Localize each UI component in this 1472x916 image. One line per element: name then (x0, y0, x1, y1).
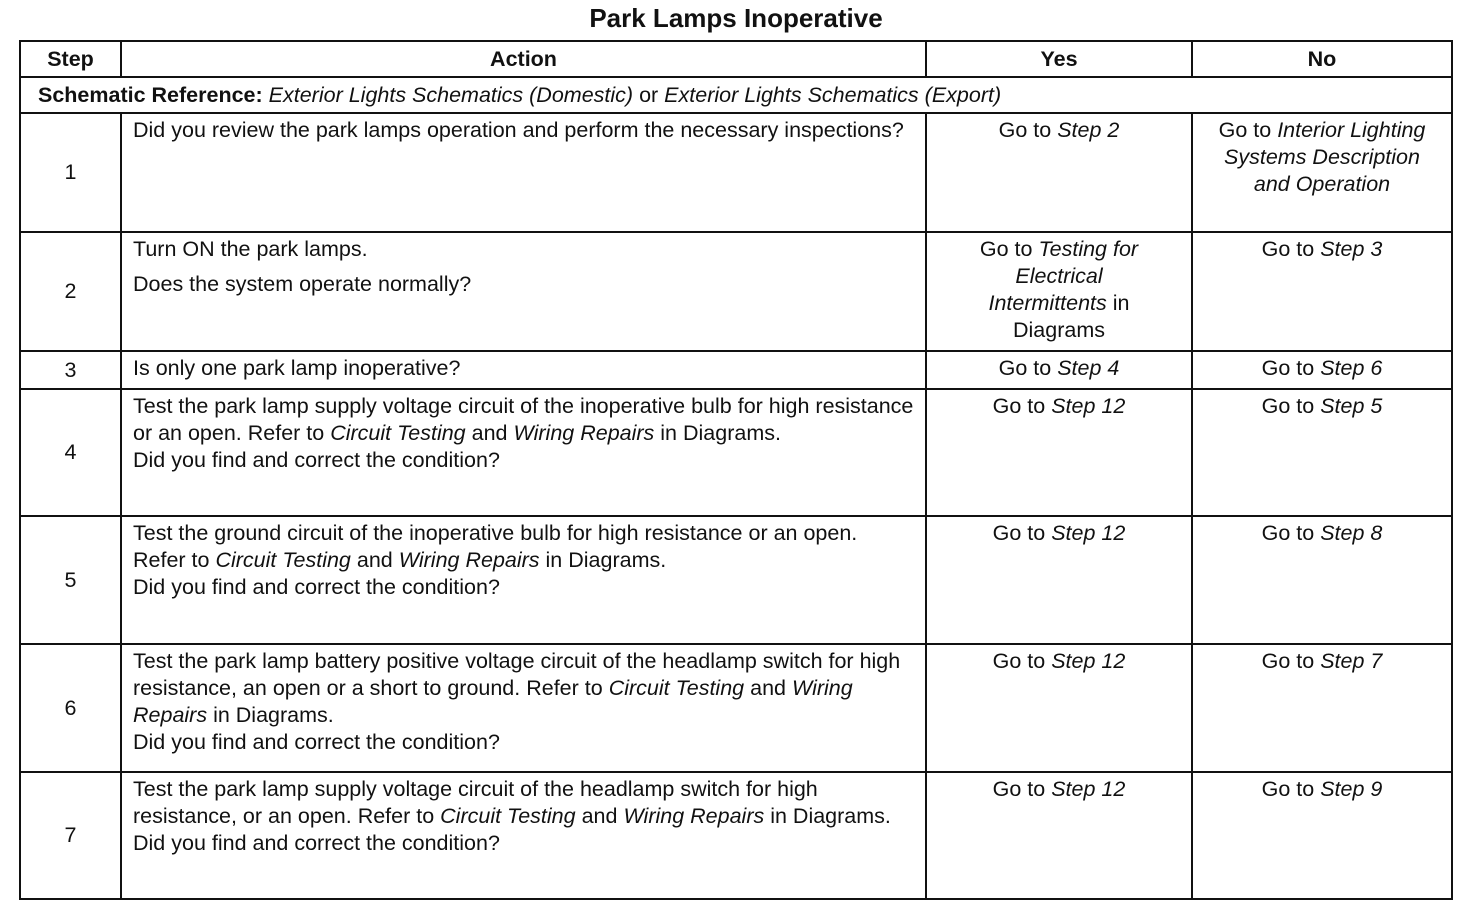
page-title: Park Lamps Inoperative (589, 3, 883, 33)
step-number: 3 (20, 351, 121, 389)
action-instruction: Test the ground circuit of the inoperative bulb for high resistance or an open. Refer to Circuit Testing and Wiring Repairs in Diagrams. (133, 521, 858, 572)
action-cell (121, 351, 926, 389)
header-yes: Yes (926, 41, 1192, 77)
action-question: Does the system operate normally? (133, 272, 472, 296)
action-question: Is only one park lamp inoperative? (133, 356, 461, 380)
header-no: No (1192, 41, 1452, 77)
schematic-reference (20, 77, 1452, 113)
action-instruction: Test the park lamp battery positive voltage circuit of the headlamp switch for high resistance, an open or a short to ground. Refer to Circuit Testing and Wiring Repairs in Diagrams. (133, 649, 901, 727)
no-prefix: Go to (1261, 777, 1315, 801)
yes-prefix: Go to (979, 237, 1033, 261)
action-question: Did you review the park lamps operation and perform the necessary inspections? (133, 118, 904, 142)
yes-cell (926, 113, 1192, 232)
schematic-link-domestic[interactable]: Exterior Lights Schematics (Domestic) (268, 82, 634, 107)
schematic-reference-row (20, 77, 1452, 113)
action-question: Did you find and correct the condition? (133, 730, 500, 754)
header-row (20, 41, 1452, 77)
step-number: 2 (20, 232, 121, 351)
no-cell (1192, 516, 1452, 644)
schematic-link-export[interactable]: Exterior Lights Schematics (Export) (664, 82, 1002, 107)
action-instruction: Test the park lamp supply voltage circuit of the headlamp switch for high resistance, or an open. Refer to Circuit Testing and Wiring Repairs in Diagrams. (133, 777, 891, 828)
yes-link-step-12[interactable]: Step 12 (1051, 521, 1126, 545)
step-number: 1 (20, 113, 121, 232)
step-number: 4 (20, 389, 121, 516)
yes-prefix: Go to (992, 777, 1046, 801)
table-row (20, 644, 1452, 772)
step-number: 7 (20, 772, 121, 899)
link-circuit-testing[interactable]: Circuit Testing (215, 548, 351, 572)
link-wiring-repairs[interactable]: Wiring Repairs (513, 421, 655, 445)
action-cell (121, 772, 926, 899)
no-cell (1192, 644, 1452, 772)
header-step: Step (20, 41, 121, 77)
table-row (20, 113, 1452, 232)
table-row (20, 389, 1452, 516)
yes-link-step-12[interactable]: Step 12 (1051, 649, 1126, 673)
no-link-step-6[interactable]: Step 6 (1320, 356, 1383, 380)
no-cell (1192, 772, 1452, 899)
header-action: Action (121, 41, 926, 77)
yes-cell (926, 351, 1192, 389)
yes-link-testing-intermittents[interactable]: Testing for Electrical Intermittents (988, 237, 1139, 315)
no-prefix: Go to (1261, 356, 1315, 380)
no-cell (1192, 232, 1452, 351)
no-link-step-9[interactable]: Step 9 (1320, 777, 1383, 801)
no-prefix: Go to (1261, 394, 1315, 418)
no-link-step-8[interactable]: Step 8 (1320, 521, 1383, 545)
no-cell (1192, 389, 1452, 516)
yes-cell (926, 516, 1192, 644)
no-link-step-7[interactable]: Step 7 (1320, 649, 1383, 673)
table-row (20, 516, 1452, 644)
diagnostic-table (19, 40, 1453, 900)
no-prefix: Go to (1261, 521, 1315, 545)
yes-prefix: Go to (992, 521, 1046, 545)
action-instruction: Test the park lamp supply voltage circuit of the inoperative bulb for high resistance or an open. Refer to Circuit Testing and Wiring Repairs in Diagrams. (133, 394, 914, 445)
action-instruction: Turn ON the park lamps. (133, 237, 368, 261)
no-link-step-3[interactable]: Step 3 (1320, 237, 1383, 261)
link-wiring-repairs[interactable]: Wiring Repairs (133, 676, 853, 727)
action-cell (121, 644, 926, 772)
action-question: Did you find and correct the condition? (133, 575, 500, 599)
yes-link-step-12[interactable]: Step 12 (1051, 777, 1126, 801)
no-prefix: Go to (1218, 118, 1272, 142)
yes-prefix: Go to (992, 649, 1046, 673)
table-row (20, 351, 1452, 389)
yes-prefix: Go to (998, 356, 1052, 380)
action-cell (121, 113, 926, 232)
action-cell (121, 389, 926, 516)
table-row (20, 772, 1452, 899)
link-wiring-repairs[interactable]: Wiring Repairs (623, 804, 765, 828)
action-cell (121, 516, 926, 644)
yes-cell (926, 644, 1192, 772)
schematic-reference-label: Schematic Reference: (38, 82, 263, 107)
step-number: 6 (20, 644, 121, 772)
link-circuit-testing[interactable]: Circuit Testing (440, 804, 576, 828)
yes-suffix: in Diagrams (1013, 291, 1130, 342)
table-row (20, 232, 1452, 351)
yes-prefix: Go to (992, 394, 1046, 418)
action-question: Did you find and correct the condition? (133, 448, 500, 472)
yes-cell (926, 772, 1192, 899)
no-link-interior-lighting[interactable]: Interior Lighting Systems Description and Operation (1224, 118, 1426, 196)
no-cell (1192, 351, 1452, 389)
link-circuit-testing[interactable]: Circuit Testing (330, 421, 466, 445)
link-wiring-repairs[interactable]: Wiring Repairs (398, 548, 540, 572)
yes-prefix: Go to (998, 118, 1052, 142)
no-cell (1192, 113, 1452, 232)
no-link-step-5[interactable]: Step 5 (1320, 394, 1383, 418)
yes-cell (926, 232, 1192, 351)
schematic-or: or (639, 82, 659, 107)
no-prefix: Go to (1261, 237, 1315, 261)
yes-link-step-4[interactable]: Step 4 (1057, 356, 1120, 380)
action-question: Did you find and correct the condition? (133, 831, 500, 855)
no-prefix: Go to (1261, 649, 1315, 673)
yes-link-step-2[interactable]: Step 2 (1057, 118, 1120, 142)
step-number: 5 (20, 516, 121, 644)
yes-cell (926, 389, 1192, 516)
link-circuit-testing[interactable]: Circuit Testing (608, 676, 745, 700)
yes-link-step-12[interactable]: Step 12 (1051, 394, 1126, 418)
action-cell (121, 232, 926, 351)
